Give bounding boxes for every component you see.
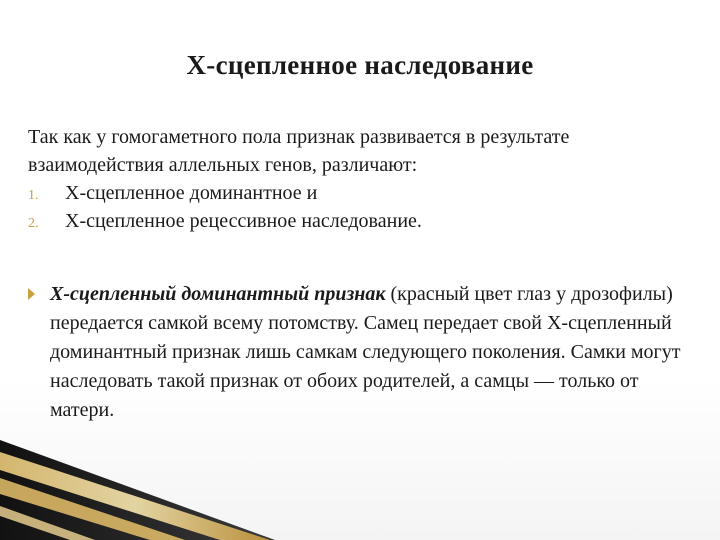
list-number: 2. [28,216,39,231]
bullet-term: X-сцепленный доминантный признак [50,283,386,305]
list-item [28,179,688,207]
list-item [28,207,688,235]
bullet-text: (красный цвет глаз у дрозофилы) передается самкой всему потомству. Самец передает свой X-сцепленный доминантный признак лишь самкам следующего поколения. Самки могут наследовать такой признак от обоих родителей, а самцы — только от матери. [50,283,681,421]
list-item-text: X-сцепленное доминантное и [65,182,318,204]
list-number: 1. [28,188,39,203]
bullet-block [28,280,690,425]
bullet-arrow-icon [28,288,35,300]
numbered-list [28,179,688,235]
bullet-paragraph [50,280,690,425]
intro-block [28,123,688,235]
slide-title: X-сцепленное наследование [186,50,534,80]
intro-text: Так как у гомогаметного пола признак развивается в результате взаимодействия аллельных генов, различают: [28,126,570,176]
list-item-text: X-сцепленное рецессивное наследование. [65,210,422,232]
